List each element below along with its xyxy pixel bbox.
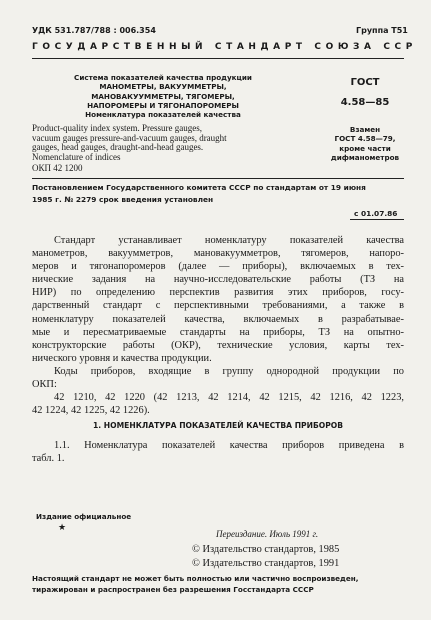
replaces-line: кроме части xyxy=(339,143,391,153)
title-line: Номенклатура показателей качества xyxy=(85,110,241,120)
paragraph-intro xyxy=(32,234,404,365)
paragraph-1-1 xyxy=(32,439,404,465)
title-rule xyxy=(32,178,404,179)
reprint-note: Переиздание. Июль 1991 г. xyxy=(216,529,319,539)
title-line: МАНОВАКУУММЕТРЫ, ТЯГОМЕРЫ, xyxy=(91,91,235,101)
title-line: НАПОРОМЕРЫ И ТЯГОНАПОРОМЕРЫ xyxy=(87,100,239,110)
text-line: нического уровня и качества продукции. xyxy=(32,352,212,364)
text-line: 42 1224, 42 1225, 42 1226). xyxy=(32,405,150,417)
okp-code: ОКП 42 1200 xyxy=(32,163,83,173)
star-mark: ★ xyxy=(58,522,67,532)
title-line: МАНОМЕТРЫ, ВАКУУММЕТРЫ, xyxy=(99,82,227,92)
title-line: Система показателей качества продукции xyxy=(74,73,252,82)
header-rule xyxy=(32,58,404,59)
standard-title: ГОСУДАРСТВЕННЫЙ СТАНДАРТ СОЮЗА ССР xyxy=(32,42,417,52)
text-line: дарственный стандарт с перспективными требованиями, а также в xyxy=(32,300,404,312)
text-line: мые и пересматриваемые стандарты на приборы, ТЗ на опытно- xyxy=(32,326,404,338)
paragraph-codes xyxy=(32,365,404,391)
paragraph-code-list xyxy=(32,391,404,417)
reproduction-notice-1: Настоящий стандарт не может быть полностью или частично воспроизведен, xyxy=(32,574,359,583)
text-line: Стандарт устанавливает номенклатуру показателей качества xyxy=(54,235,404,246)
copyright-1985: © Издательство стандартов, 1985 xyxy=(192,544,340,555)
text-line: НИР) по определению перспектив развития этих приборов, госу- xyxy=(32,287,404,299)
gost-number: 4.58—85 xyxy=(340,97,390,108)
english-line: Nomenclature of indices xyxy=(32,151,121,162)
resolution-line-1: Постановлением Государственного комитета СССР по стандартам от 19 июня xyxy=(32,183,366,192)
section-heading: 1. НОМЕНКЛАТУРА ПОКАЗАТЕЛЕЙ КАЧЕСТВА ПРИБОРОВ xyxy=(92,421,344,430)
resolution-line-2: 1985 г. № 2279 срок введения установлен xyxy=(32,195,214,204)
replaces-label: Взамен xyxy=(349,125,381,134)
text-line: номенклатуру показателей качества, включаемых в разрабатывае- xyxy=(32,313,404,325)
copyright-1991: © Издательство стандартов, 1991 xyxy=(192,558,340,569)
gost-label: ГОСТ xyxy=(350,77,380,88)
text-line: конструкторские работы (ОКР), технические условия, карты тех- xyxy=(32,339,404,351)
effective-date: с 01.07.86 xyxy=(354,209,398,218)
udk-code: УДК 531.787/788 : 006.354 xyxy=(32,26,156,35)
english-title xyxy=(32,124,227,162)
text-line: ОКП: xyxy=(32,379,57,391)
text-line: меров и тягонапоромеров (далее — приборы), включаемых в тех- xyxy=(32,261,404,273)
text-line: 42 1210, 42 1220 (42 1213, 42 1214, 42 1215, 42 1216, 42 1223, xyxy=(54,392,404,403)
effective-underline xyxy=(350,219,404,220)
replaces-block xyxy=(320,125,410,162)
text-line: нические задания на научно-исследовательские работы (ТЗ на xyxy=(32,274,404,286)
text-line: табл. 1. xyxy=(32,453,65,465)
russian-title xyxy=(60,73,266,119)
english-line: vacuum gauges pressure-and-vacuum gauges, draught xyxy=(32,132,227,143)
text-line: манометров, вакуумметров, мановакуумметров, тягомеров, напоро- xyxy=(32,248,404,260)
replaces-line: дифманометров xyxy=(330,152,400,162)
official-edition: Издание официальное xyxy=(36,512,132,521)
reproduction-notice-2: тиражирован и распространен без разрешения Госстандарта СССР xyxy=(32,585,314,594)
english-line: Product-quality index system. Pressure gauges, xyxy=(32,123,202,133)
text-line: 1.1. Номенклатура показателей качества приборов приведена в xyxy=(54,440,404,451)
replaces-line: ГОСТ 4.58—79, xyxy=(334,134,396,144)
group-code: Группа Т51 xyxy=(356,26,408,35)
text-line: Коды приборов, входящие в группу однородной продукции по xyxy=(54,366,404,377)
english-line: gauges, head gauges, draught-and-head gauges. xyxy=(32,142,204,153)
